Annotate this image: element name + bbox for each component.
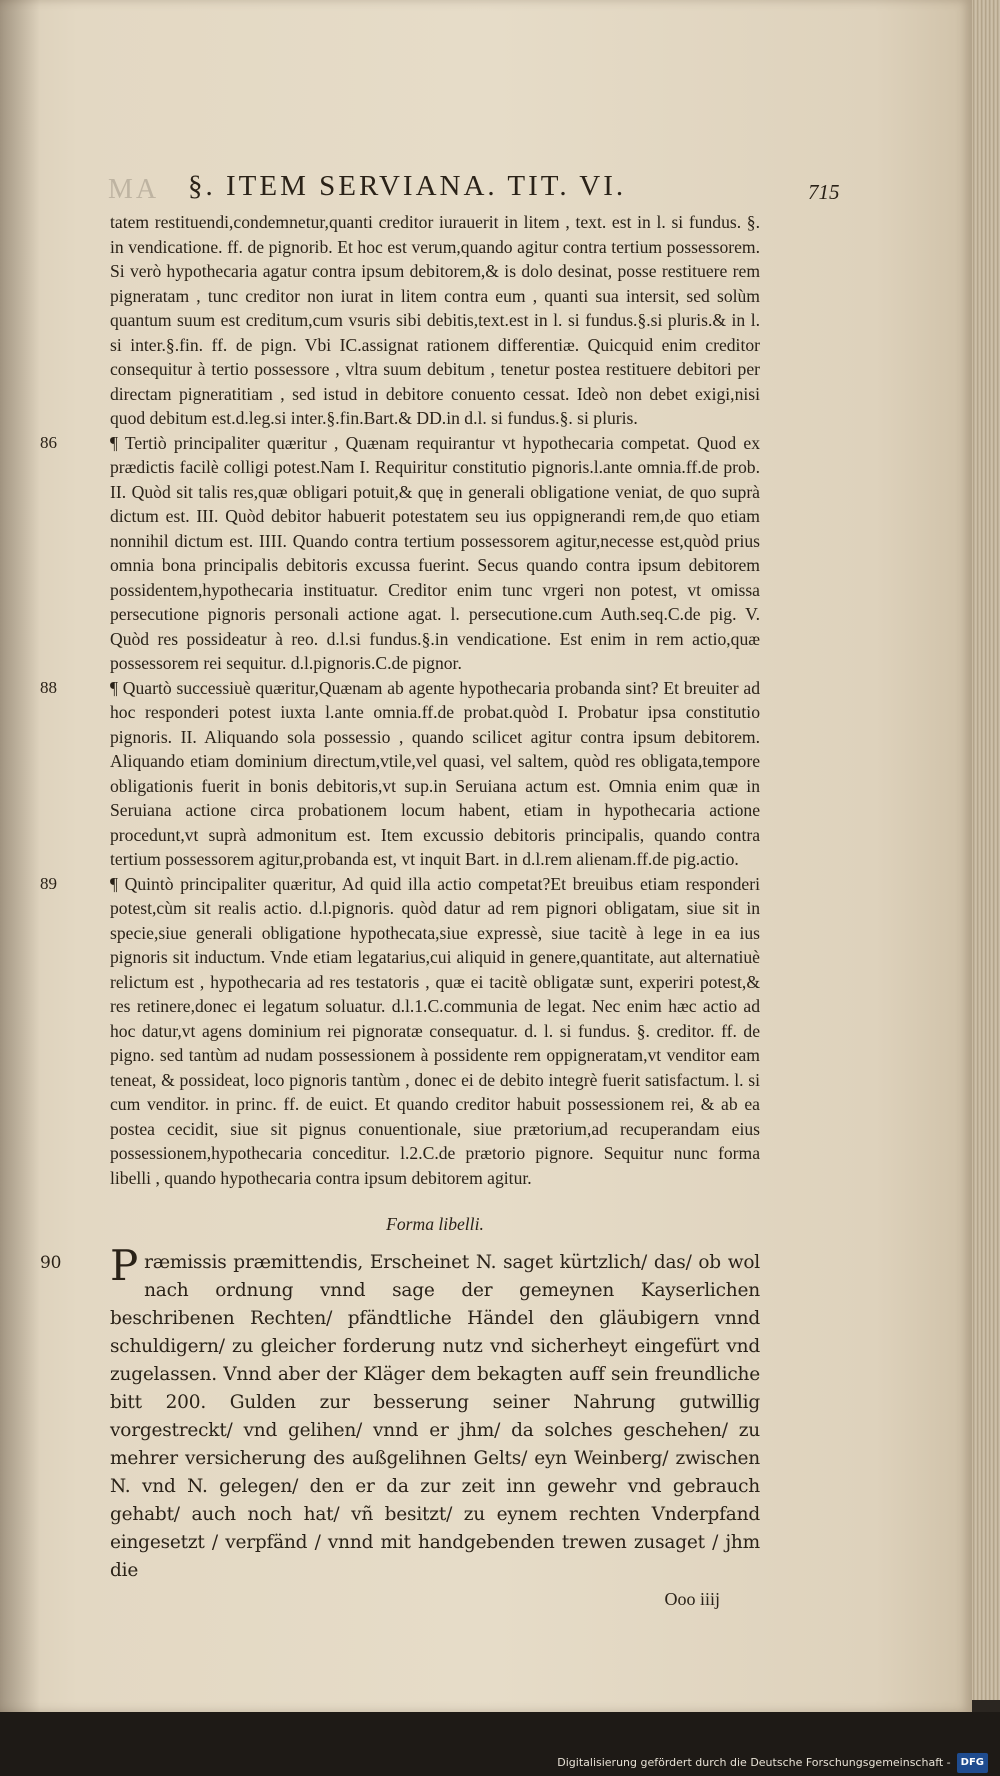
body-text bbox=[40, 210, 760, 1611]
paragraph-text: ¶ Tertiò principaliter quæritur , Quænam requirantur vt hypothecaria competat. Quod ex prædictis facilè colligi potest.Nam I. Requiritur constitutio pignoris.l.ante omnia.ff.de prob. II. Quòd sit talis res,quæ obligari potuit,& quę in generali obligatione veniat, de quo suprà dictum est. III. Quòd debitor habuerit potestatem seu ius oppignerandi rem,de quo etiam nonnihil dictum est. IIII. Quando contra tertium possessorem agitur,necesse est,quòd prius omnia bona principalis debitoris excussa fuerint. Secus quando contra ipsum debitorem possidentem,hypothecaria instituatur. Creditor enim tunc vrgeri non potest, vt omissa persecutione pignoris personali actione agat. l. persecutione.cum Auth.seq.C.de pig. V. Quòd res possideatur à reo. d.l.si fundus.§.in vendicatione. Est enim in rem actio,quæ possessorem rei sequitur. d.l.pignoris.C.de pignor. bbox=[110, 432, 760, 673]
dfg-logo-icon: DFG bbox=[957, 1753, 988, 1773]
digitization-credit bbox=[557, 1754, 988, 1772]
margin-number: 89 bbox=[40, 873, 57, 893]
paragraph-text: ¶ Quintò principaliter quæritur, Ad quid illa actio competat?Et breuibus etiam responderi potest,cùm sit realis actio. d.l.pignoris. quòd datur ad rem pignori obligatam, siue sit in specie,siue generali obligatione hypothecata,siue expressè, siue tacitè à lege in ea ius pignoris sit inductum. Vnde etiam legatarius,cui aliquid in genere,quantitate, aut alternatiuè relictum est , hypothecaria ad res testatoris , quæ ei tacitè obligatæ sunt, experiri potest,& res retinere,donec ei legatum soluatur. d.l.1.C.communia de legat. Nec enim hæc actio ad hoc datur,vt agens dominium rei pignoratæ consequatur. d. l. si fundus. §. creditor. ff. de pigno. sed tantùm ad nudam possessionem à possidente rem oppigneratam,vt venditor eam teneat, & possideat, loco pignoris tantùm , donec ei de debito integrè fuerit satisfactum. l. si cum venditor. in princ. ff. de euict. Et quando creditor habuit possessionem rei, & ab ea postea cecidit, siue sit pignus conuentionale, siue prætorium,ad recuperandam eius possessionem,hypothecaria conceditur. l.2.C.de prætorio pignore. Sequitur nunc forma libelli , quando hypothecaria contra ipsum debitorem agitur. bbox=[110, 873, 760, 1188]
section-heading: Forma libelli. bbox=[386, 1214, 484, 1234]
paragraph-text: tatem restituendi,condemnetur,quanti creditor iurauerit in litem , text. est in l. si fundus. §. in vendicatione. ff. de pignorib. Et hoc est verum,quando agitur contra tertium possessorem. Si verò hypothecaria agatur contra ipsum debitorem,& is dolo desinat, posse restituere rem pigneratam , tunc creditor non iurat in litem contra eum , quanti sua intersit, sed solùm quantum suum est creditum,cum vsuris sibi debitis,text.est in l. si fundus.§.si pluris.& in l. si inter.§.fin. ff. de pign. Vbi IC.assignat rationem differentiæ. Quicquid enim creditor consequitur à tertio possessore , vltra suum debitum , tenetur postea restituere debitori per directam pigneratitiam , sed istud in debitore conuento cessat. Ideò non debet exigi,nisi quod debitum est.d.leg.si inter.§.fin.Bart.& DD.in d.l. si fundus.§. si pluris. bbox=[110, 212, 760, 428]
signature-mark: Ooo iiij bbox=[664, 1588, 720, 1609]
paragraph-continuation bbox=[40, 210, 760, 431]
margin-number: 86 bbox=[40, 432, 57, 452]
page-number: 715 bbox=[808, 180, 840, 204]
credit-text: Digitalisierung gefördert durch die Deutsche Forschungsgemeinschaft - bbox=[557, 1756, 951, 1769]
paragraph-88 bbox=[40, 676, 760, 872]
paragraph-text: ræmissis præmittendis, Erscheinet N. saget kürtzlich/ das/ ob wol nach ordnung vnnd sage der gemeynen Kayserlichen beschribenen Rechten/ pfändtliche Händel den gläubigern vnnd schuldigern/ zu gleicher forderung nutz vnd sicherheyt eingefürt vnd zugelassen. Vnnd aber der Kläger dem bekagten auff sein freundliche bitt 200. Gulden zur besserung seiner Nahrung gutwillig vorgestreckt/ vnd gelihen/ vnnd er jhm/ da solches geschehen/ zu mehrer versicherung des außgelihnen Gelts/ eyn Weinberg/ zwischen N. vnd N. gelegen/ den er da zur zeit inn gewehr vnd gebrauch gehabt/ auch noch hat/ vñ besitzt/ zu eynem rechten Vnderpfand eingesetzt / verpfänd / vnnd mit handgebenden trewen zusaget / jhm die bbox=[110, 1251, 760, 1581]
spine-shadow bbox=[0, 0, 40, 1712]
margin-number: 88 bbox=[40, 677, 57, 697]
paragraph-text: ¶ Quartò successiuè quæritur,Quænam ab agente hypothecaria probanda sint? Et breuiter ad hoc responderi potest iuxta l.ante omnia.ff.de probat.quòd I. Probatur ipsa constitutio pignoris. II. Aliquando sola possessio , quando scilicet agitur contra ipsum debitorem. Aliquando etiam dominium directum,vtile,vel quasi, vel saltem, quòd res obligata,tempore obligationis fuerit in bonis debitoris,vt sup.in Seruiana actum est. Omnia enim quæ in Seruiana actione circa probationem locum habent, etiam in hypothecaria actione procedunt,vt suprà admonitum est. Item excussio debitoris principalis, quando contra tertium possessorem agitur,probanda est, vt inquit Bart. in d.l.rem alienam.ff.de pig.actio. bbox=[110, 677, 760, 869]
bleed-through-left: MA bbox=[108, 174, 160, 205]
drop-cap: P bbox=[110, 1240, 139, 1290]
page-header bbox=[108, 170, 978, 210]
paragraph-90-german bbox=[40, 1240, 760, 1585]
running-title: §. ITEM SERVIANA. TIT. VI. bbox=[188, 170, 627, 202]
paragraph-89 bbox=[40, 872, 760, 1191]
paragraph-86 bbox=[40, 431, 760, 676]
margin-number: 90 bbox=[40, 1252, 62, 1273]
